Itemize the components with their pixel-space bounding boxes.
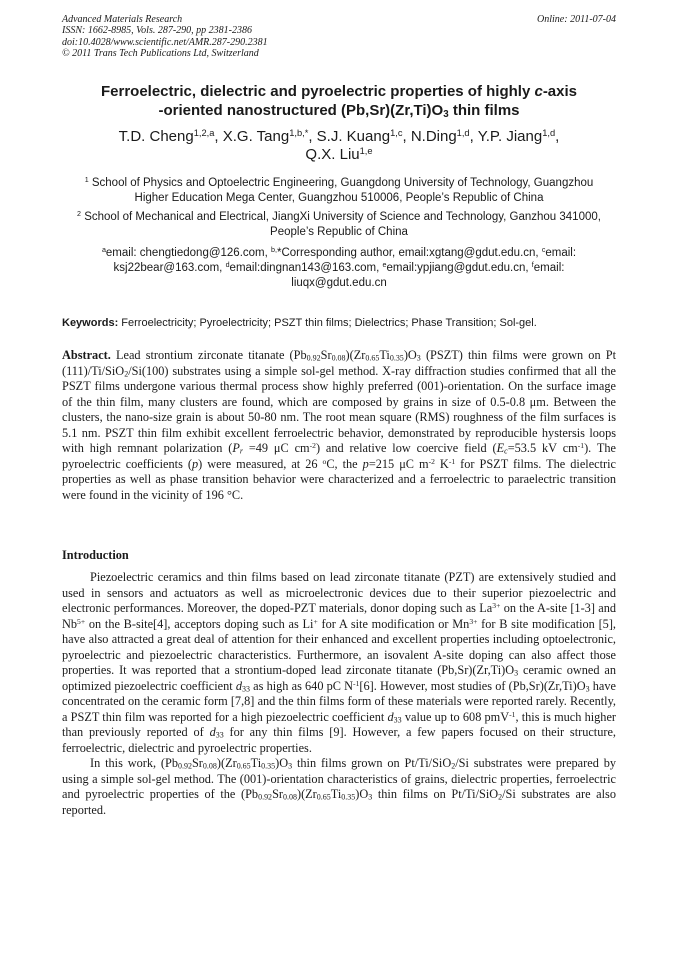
corresponding-author-mark: * [304,127,309,138]
author-name: Q.X. Liu [305,146,360,163]
email-list: $^a$email: chengtiedong@126.com, $^{b,}$*Corresponding author, email:xgtang@gdut.edu.cn, $^c$email: ksj22bear@163.com, $^d$email:dingnan143@163.com, $^e$email:ypjiang@gdut.edu.cn, $^f$email: liuqx@gdut.edu.cn [101,246,577,289]
author-name: T.D. Cheng [118,128,194,145]
affiliation-2: $^2$ School of Mechanical and Electrical, JiangXi University of Science and Technology, Ganzhou 341000, People’s Republic of China [77,210,601,238]
paper-title: Ferroelectric, dielectric and pyroelectric properties of highly c-axis -oriented nanostructured $(Pb,Sr)(Zr,Ti)O_3$ thin films [100,83,578,120]
author-name: S.J. Kuang [316,128,391,145]
issn-line: ISSN: 1662-8985, Vols. 287-290, pp 2381-2386 [62,25,252,37]
introduction-body [62,570,616,818]
author-name: X.G. Tang [222,128,290,145]
author-list: T.D. Cheng$^{1,2,a}$, X.G. Tang$^{1,b,*}$, S.J. Kuang$^{1,c}$, N.Ding$^{1,d}$, Y.P. Jiang$^{1,d}$, Q.X. Liu$^{1,e}$ [118,127,560,163]
journal-name: Advanced Materials Research [62,14,183,25]
keywords [62,316,616,330]
email-link[interactable]: email:ypjiang@gdut.edu.cn, [386,262,532,274]
online-date: Online: 2011-07-04 [537,14,616,25]
abstract-label: Abstract. [62,348,111,362]
paragraph: Piezoelectric ceramics and thin films based on lead zirconate titanate (PZT) are extensively studied and used in sensors and actuators as well as microelectronic devices due to their superior piezoelectric and electronic performances. Moreover, the doped-PZT materials, donor doping such as $La^{3+}$ on the A-site [1-3] and $Nb^{5+}$ on the B-site[4], acceptors doping such as Li+ for A site modification or $Mn^{3+}$ for B site modification [5], have also attracted a great deal of attention for their enhanced and excellent properties including optoelectronic, pyroelectric and piezoelectric characteristics. Furthermore, an isovalent A-site doping can also affect those properties. It was reported that a strontium-doped lead zirconate titanate $(Pb,Sr)(Zr,Ti)O_3$ ceramic owned an optimized piezoelectric coefficient $d_{33}$ as high as 640 pC $N^{-1}[6]$. However, most studies of $(Pb,Sr)(Zr,Ti)O_3$ have concentrated on the ceramic form [7,8] and the thin films form of these materials were reported rarely. Recently, a PSZT thin film was reported for a high piezoelectric coefficient $d_{33}$ value up to 608 pmV$^{-1}$, this is much higher than previously reported of $d_{33}$ for any thin films [9]. However, a few papers focused on their structure, ferroelectric, dielectric and pyroelectric properties. [62,570,617,755]
email-link[interactable]: email: chengtiedong@126.com, [105,247,272,259]
paragraph: In this work, $(Pb_{0.92}Sr_{0.08})(Zr_{0.65}Ti_{0.35})O_3$ thin films grown on Pt/Ti/SiO$_2$/Si substrates were prepared by using a simple sol-gel method. The (001)-orientation characteristics of grains, dielectric properties, ferroelectric and pyroelectric properties of the $(Pb_{0.92}Sr_{0.08})(Zr_{0.65}Ti_{0.35})O_3$ thin films on Pt/Ti/SiO$_2$/Si substrates are also reported. [62,756,616,817]
email-link[interactable]: email:dingnan143@163.com, [229,262,380,274]
doi-line: doi:10.4028/www.scientific.net/AMR.287-290.2381 [62,36,268,48]
keywords-text: Ferroelectricity; Pyroelectricity; PSZT thin films; Dielectrics; Phase Transition; Sol-gel. [118,317,537,329]
email-link[interactable]: *Corresponding author, email:xgtang@gdut.edu.cn, [276,247,542,259]
email-link[interactable]: email: ksj22bear@163.com, [113,247,577,274]
copyright-line: © 2011 Trans Tech Publications Ltd, Switzerland [62,48,259,60]
section-heading-introduction: Introduction [62,548,129,562]
journal-info [62,14,268,60]
affiliation-1: $^1$ School of Physics and Optoelectric Engineering, Guangdong University of Technology, Guangzhou Higher Education Mega Center, Guangzhou 510006, People’s Republic of China [84,176,594,204]
author-name: N.Ding [410,128,457,145]
keywords-label: Keywords: [62,317,119,329]
email-link[interactable]: email: liuqx@gdut.edu.cn [291,262,565,289]
author-name: Y.P. Jiang [477,128,543,145]
abstract: Abstract. Lead strontium zirconate titanate $(Pb_{0.92}Sr_{0.08})(Zr_{0.65}Ti_{0.35})O_3$ (PSZT) thin films were grown on Pt (111)/Ti/SiO$_2$/Si(100) substrates using a simple sol-gel method. X-ray diffraction studies confirmed that all the PSZT films undergone various thermal process show highly preferred (001)-orientation. On the surface image of the thin film, many clusters are found, which are composed by grains in size of 0.5-0.8 μm. Between the clusters, the nano-size grain is about 50-80 nm. The root mean square (RMS) roughness of the film surfaces is 5.1 nm. PSZT thin film exhibit excellent ferroelectric behavior, demonstrated by reproducible hystersis loops with high remnant polarization ($P_r =49$ μC $cm^{-2}$) and relative low coercive field ($E_c=53.5$ kV $cm^{-1}$). The pyroelectric coefficients (p) were measured, at 26 $^o$C, the p=215 μC $m^{-2}$ $K^{-1}$ for PSZT films. The dielectric properties as well as phase transition behavior were characterized and a ferroelectric to paraelectric transition were found in the vicinity of 196 °C. [62,348,616,502]
